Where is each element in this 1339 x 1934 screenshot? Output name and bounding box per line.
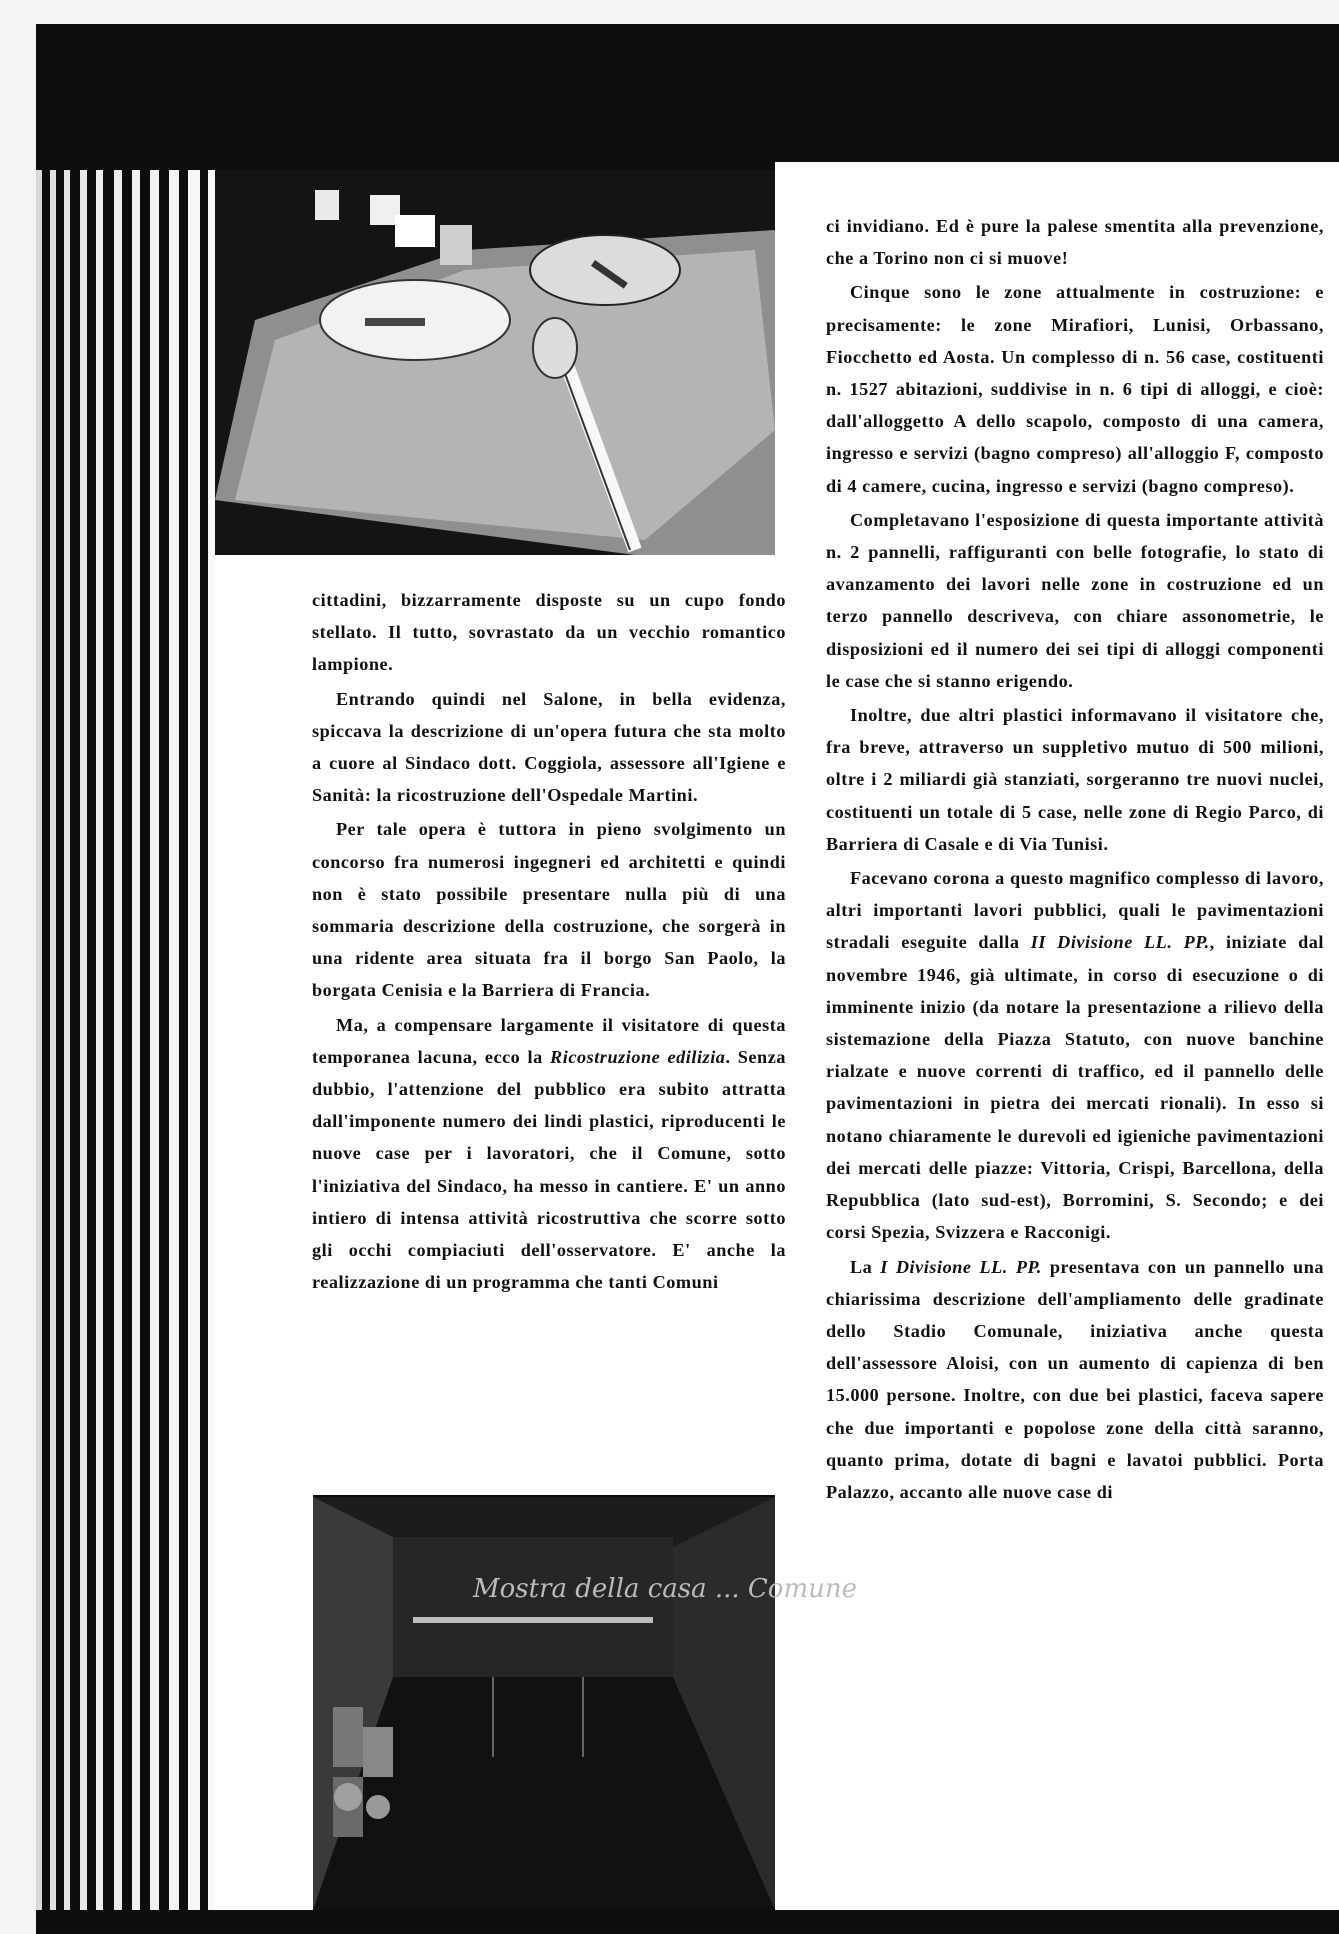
text-run: . Senza dubbio, l'attenzione del pubblico era subito attratta dall'imponente numero dei lindi plastici, riproducenti le nuove case per i lavoratori, che il Comune, sotto l'iniziativa del Sindaco, ha messo in cantiere. E' un anno intiero di intensa attività ricostruttiva che scorre sotto gli occhi compiaciuti dell'osservatore. E' anche la realizzazione di un programma che tanti Comuni [312, 1046, 786, 1293]
paragraph: ci invidiano. Ed è pure la palese smentita alla prevenzione, che a Torino non ci si muove! [826, 216, 1324, 269]
fanned-page-edges [36, 170, 226, 1910]
text-run: presentava con un pannello una chiarissima descrizione dell'ampliamento delle gradinate dello Stadio Comunale, iniziativa anche questa dell'assessore Aloisi, con un aumento di capienza di ben 15.000 persone. Inoltre, con due bei plastici, faceva sapere che due importanti e popolose zone della città saranno, quanto prima, dotate di bagni e lavatoi pubblici. Porta Palazzo, accanto alle nuove case di [826, 1256, 1324, 1502]
page-paper-lower [215, 1495, 313, 1910]
paragraph [826, 862, 1324, 1248]
text-run: Ma, a compensare largamente il visitatore di questa temporanea lacuna, ecco la [312, 1014, 786, 1067]
italic-text-run: II Divisione LL. PP. [1030, 932, 1210, 953]
text-run: La [850, 1256, 881, 1277]
paragraph: Entrando quindi nel Salone, in bella evidenza, spiccava la descrizione di un'opera futura che sta molto a cuore al Sindaco dott. Coggiola, assessore all'Igiene e Sanità: la ricostruzione dell'Ospedale Martini. [312, 688, 786, 806]
right-text-column [826, 210, 1324, 1508]
hall-sign-text: Mostra della casa ... Comune [473, 1574, 857, 1604]
text-run: , iniziate dal novembre 1946, già ultimate, in corso di esecuzione o di imminente inizio (da notare la presentazione a rilievo della sistemazione della Piazza Statuto, con nuove banchine rialzate e nuove correnti di traffico, ed il pannello delle pavimentazioni in pietra dei mercati rionali). In esso si notano chiaramente le durevoli ed igieniche pavimentazioni dei mercati delle piazze: Vittoria, Crispi, Barcellona, della Repubblica (lato sud-est), Borromini, S. Secondo; e dei corsi Spezia, Svizzera e Racconigi. [826, 932, 1324, 1243]
italic-text-run: I Divisione LL. PP. [880, 1256, 1042, 1277]
paragraph: Per tale opera è tuttora in pieno svolgimento un concorso fra numerosi ingegneri ed architetti e quindi non è stato possibile presentare nulla più di una sommaria descrizione della costruzione, che sorgerà in una ridente area situata fra il borgo San Paolo, la borgata Cenisia e la Barriera di Francia. [312, 819, 786, 1001]
left-text-column [312, 584, 786, 1298]
paragraph: Cinque sono le zone attualmente in costruzione: e precisamente: le zone Mirafiori, Lunisi, Orbassano, Fiocchetto ed Aosta. Un complesso di n. 56 case, costituenti n. 1527 abitazioni, suddivise in n. 6 tipi di alloggi, e cioè: dall'alloggetto A dello scapolo, composto di una camera, ingresso e servizi (bagno compreso) all'alloggio F, composto di 4 camere, cucina, ingresso e servizi (bagno compreso). [826, 282, 1324, 496]
urban-model-photo [215, 170, 775, 555]
paragraph: Inoltre, due altri plastici informavano il visitatore che, fra breve, attraverso un suppletivo mutuo di 500 milioni, oltre i 2 miliardi già stanziati, sorgeranno tre nuovi nuclei, costituenti un totale di 5 case, nelle zone di Regio Parco, di Barriera di Casale e di Via Tunisi. [826, 705, 1324, 854]
paragraph [826, 1251, 1324, 1509]
italic-text-run: Ricostruzione edilizia [550, 1046, 726, 1067]
paragraph: Completavano l'esposizione di questa importante attività n. 2 pannelli, raffiguranti con belle fotografie, lo stato di avanzamento dei lavori nelle zone in costruzione ed un terzo pannello descriveva, con chiare assonometrie, le disposizioni ed il numero dei sei tipi di alloggi componenti le case che si stanno erigendo. [826, 509, 1324, 691]
paragraph: cittadini, bizzarramente disposte su un cupo fondo stellato. Il tutto, sovrastato da un vecchio romantico lampione. [312, 590, 786, 675]
exhibition-hall-photo [313, 1497, 857, 1910]
text-run: Facevano corona a questo magnifico complesso di lavoro, altri importanti lavori pubblici, quali le pavimentazioni stradali eseguite dalla [826, 868, 1324, 953]
paragraph [312, 1009, 786, 1299]
